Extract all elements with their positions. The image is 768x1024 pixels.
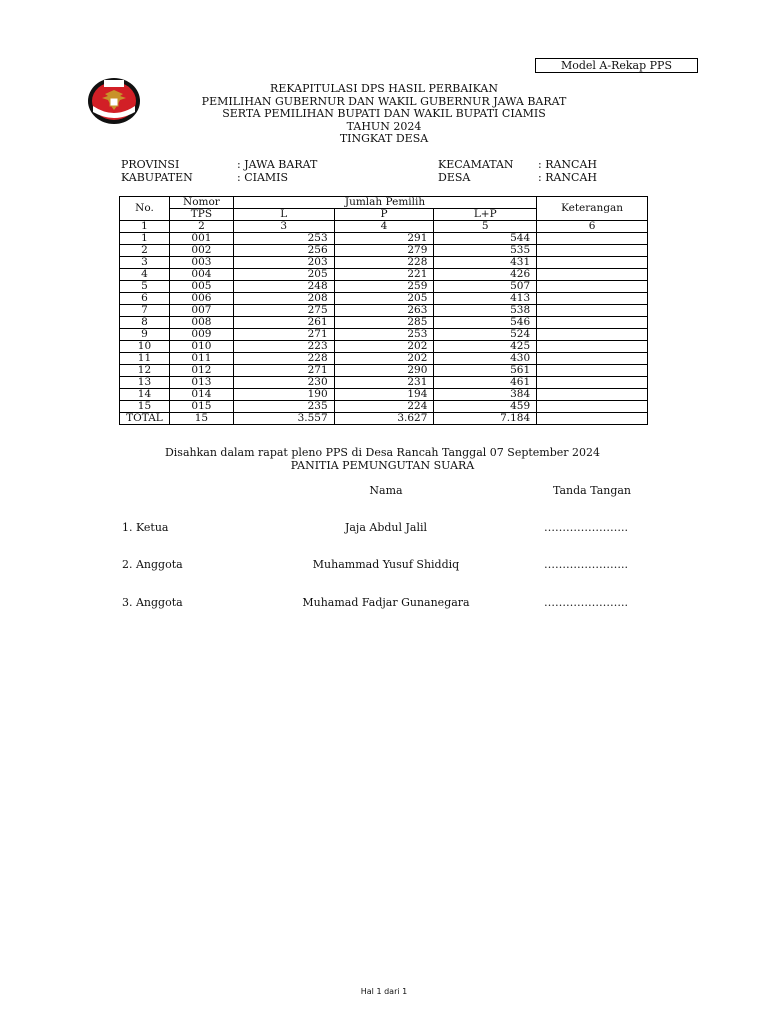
row-p: 224 [334, 401, 434, 413]
title-line: SERTA PEMILIHAN BUPATI DAN WAKIL BUPATI CIAMIS [222, 107, 546, 120]
row-no: 8 [120, 317, 170, 329]
row-no: 6 [120, 293, 170, 305]
row-l: 228 [233, 353, 334, 365]
row-p: 202 [334, 341, 434, 353]
row-lp: 413 [434, 293, 537, 305]
kabupaten-label: KABUPATEN [121, 171, 193, 184]
name-column-header: Nama [369, 484, 403, 497]
row-no: 3 [120, 257, 170, 269]
signature-line: ………………….. [544, 558, 628, 571]
row-lp: 425 [434, 341, 537, 353]
row-tps: 015 [169, 401, 233, 413]
row-lp: 544 [434, 233, 537, 245]
row-p: 221 [334, 269, 434, 281]
row-p: 231 [334, 377, 434, 389]
row-no: 15 [120, 401, 170, 413]
row-lp: 524 [434, 329, 537, 341]
col-number: 1 [120, 221, 170, 233]
signer-role: 1. Ketua [122, 521, 169, 534]
row-p: 194 [334, 389, 434, 401]
row-tps: 007 [169, 305, 233, 317]
signature-column-header: Tanda Tangan [552, 484, 632, 497]
signer-role: 3. Anggota [122, 596, 183, 609]
row-p: 279 [334, 245, 434, 257]
row-lp: 431 [434, 257, 537, 269]
provinsi-label: PROVINSI [121, 158, 180, 171]
total-p: 3.627 [334, 413, 434, 425]
row-l: 248 [233, 281, 334, 293]
row-tps: 004 [169, 269, 233, 281]
total-label: TOTAL [120, 413, 170, 425]
row-lp: 384 [434, 389, 537, 401]
row-l: 230 [233, 377, 334, 389]
row-lp: 561 [434, 365, 537, 377]
col-number: 4 [334, 221, 434, 233]
row-lp: 430 [434, 353, 537, 365]
row-no: 11 [120, 353, 170, 365]
signer-name: Muhammad Yusuf Shiddiq [312, 558, 460, 571]
provinsi-value: : JAWA BARAT [237, 158, 318, 171]
kecamatan-value: : RANCAH [538, 158, 598, 171]
row-p: 290 [334, 365, 434, 377]
row-tps: 005 [169, 281, 233, 293]
row-tps: 011 [169, 353, 233, 365]
row-l: 256 [233, 245, 334, 257]
header-l: L [233, 209, 334, 221]
kecamatan-label: KECAMATAN [438, 158, 514, 171]
row-no: 7 [120, 305, 170, 317]
row-tps: 006 [169, 293, 233, 305]
title-line: TAHUN 2024 [346, 119, 422, 133]
signer-name: Muhamad Fadjar Gunanegara [302, 596, 470, 609]
row-lp: 507 [434, 281, 537, 293]
row-tps: 014 [169, 389, 233, 401]
row-p: 291 [334, 233, 434, 245]
row-l: 261 [233, 317, 334, 329]
row-lp: 459 [434, 401, 537, 413]
row-lp: 426 [434, 269, 537, 281]
header-tps: TPS [169, 209, 233, 221]
row-l: 275 [233, 305, 334, 317]
title-line: PEMILIHAN GUBERNUR DAN WAKIL GUBERNUR JAWA BARAT [201, 94, 567, 108]
total-lp: 7.184 [434, 413, 537, 425]
row-no: 2 [120, 245, 170, 257]
row-tps: 008 [169, 317, 233, 329]
committee-name: PANITIA PEMUNGUTAN SUARA [290, 459, 475, 472]
row-lp: 546 [434, 317, 537, 329]
row-l: 190 [233, 389, 334, 401]
desa-label: DESA [438, 171, 471, 184]
row-p: 259 [334, 281, 434, 293]
row-no: 14 [120, 389, 170, 401]
row-l: 271 [233, 329, 334, 341]
col-number: 3 [233, 221, 334, 233]
row-no: 1 [120, 233, 170, 245]
row-p: 285 [334, 317, 434, 329]
row-lp: 461 [434, 377, 537, 389]
row-p: 205 [334, 293, 434, 305]
header-no: No. [120, 197, 170, 221]
row-tps: 001 [169, 233, 233, 245]
row-no: 13 [120, 377, 170, 389]
total-tps: 15 [169, 413, 233, 425]
row-lp: 538 [434, 305, 537, 317]
row-l: 205 [233, 269, 334, 281]
row-l: 253 [233, 233, 334, 245]
row-l: 223 [233, 341, 334, 353]
col-number: 5 [434, 221, 537, 233]
row-p: 202 [334, 353, 434, 365]
model-label: Model A-Rekap PPS [535, 58, 698, 73]
title-line: REKAPITULASI DPS HASIL PERBAIKAN [270, 82, 498, 95]
row-p: 253 [334, 329, 434, 341]
row-tps: 013 [169, 377, 233, 389]
row-tps: 009 [169, 329, 233, 341]
row-p: 263 [334, 305, 434, 317]
row-no: 5 [120, 281, 170, 293]
row-l: 208 [233, 293, 334, 305]
signature-line: ………………….. [544, 521, 628, 534]
row-p: 228 [334, 257, 434, 269]
col-number: 6 [537, 221, 648, 233]
header-nomor: Nomor [169, 197, 233, 209]
kabupaten-value: : CIAMIS [237, 171, 289, 184]
header-lp: L+P [434, 209, 537, 221]
page-number: Hal 1 dari 1 [360, 987, 408, 996]
row-tps: 012 [169, 365, 233, 377]
col-number: 2 [169, 221, 233, 233]
row-no: 12 [120, 365, 170, 377]
header-p: P [334, 209, 434, 221]
row-lp: 535 [434, 245, 537, 257]
row-no: 4 [120, 269, 170, 281]
row-tps: 002 [169, 245, 233, 257]
row-tps: 003 [169, 257, 233, 269]
row-l: 271 [233, 365, 334, 377]
total-l: 3.557 [233, 413, 334, 425]
row-l: 203 [233, 257, 334, 269]
signer-name: Jaja Abdul Jalil [344, 521, 428, 534]
header-jumlah-pemilih: Jumlah Pemilih [233, 197, 536, 209]
row-l: 235 [233, 401, 334, 413]
approval-statement: Disahkan dalam rapat pleno PPS di Desa Rancah Tanggal 07 September 2024 [164, 446, 601, 459]
header-keterangan: Keterangan [537, 197, 648, 221]
row-no: 10 [120, 341, 170, 353]
desa-value: : RANCAH [538, 171, 598, 184]
row-tps: 010 [169, 341, 233, 353]
signature-line: ………………….. [544, 596, 628, 609]
signer-role: 2. Anggota [122, 558, 183, 571]
title-line: TINGKAT DESA [339, 132, 429, 145]
row-no: 9 [120, 329, 170, 341]
